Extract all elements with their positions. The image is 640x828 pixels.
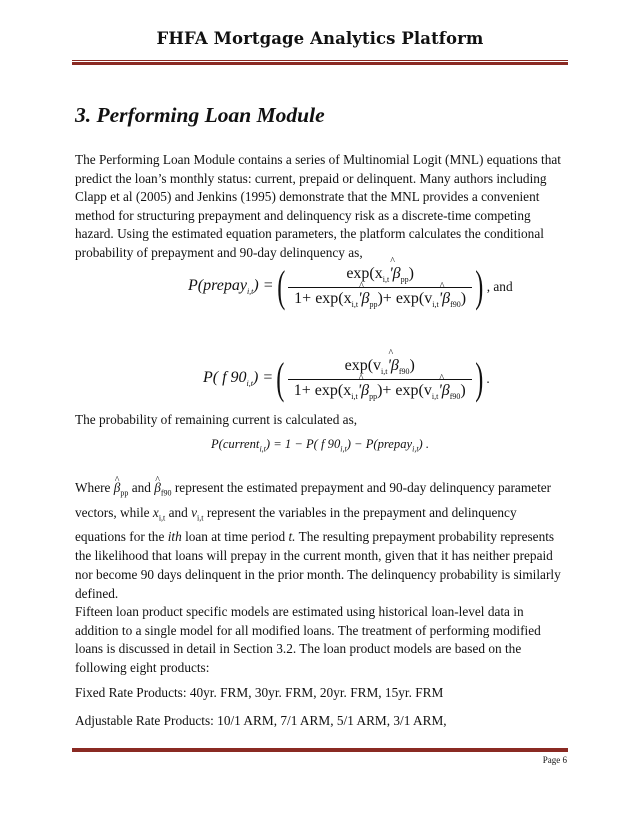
- equation-prepay: P(prepay$_{i,t}$) = ( $\frac{\exp(x_{i,t}\^{} '\beta_{pp})}{1+ \exp(x_{i,t}\^{} '\beta_{pp})+ \exp(v_{i,t}\^{} '\beta_{f90})}$ ) , and: [188, 265, 513, 309]
- section-heading: 3. Performing Loan Module: [75, 103, 325, 127]
- equation-f90: P( f $90_{i,t}$) = ( $\frac{\exp(v_{i,t}\^{} '\beta_{f90})}{1+ \exp(x_{i,t}\^{} '\beta_{pp})+ \exp(v_{i,t}\^{} '\beta_{f90})}$ ) .: [203, 357, 490, 401]
- adjustable-rate-products: Adjustable Rate Products: 10/1 ARM, 7/1 ARM, 5/1 ARM, 3/1 ARM,: [75, 713, 447, 728]
- intro-paragraph: The Performing Loan Module contains a series of Multinomial Logit (MNL) equations that predict the loan’s monthly status: current, prepaid or delinquent. Many authors including Clapp et al (2005) and Jenkins (1995) demonstrate that the MNL provides a convenient method for structuring prepayment and delinquency risk as a discrete-time competing hazard. Using the estimated equation parameters, the platform calculates the conditional probability of prepayment and 90-day delinquency as,: [75, 152, 561, 260]
- page-number: Page 6: [542, 755, 567, 765]
- equation-current: P(current$_{i,t}$) = 1 − P( f $90_{i,t}$) − P(prepay$_{i,t}$) .: [210, 437, 430, 454]
- where-paragraph: Where ^ $\beta_{pp}$ and ^ $\beta_{f90}$ represent the estimated prepayment and 90-day delinquency parameter vectors, while $x_{i,t}$ and $v_{i,t}$ represent the variables in the prepayment and delinquency equations for the ith loan at time period t. The resulting prepayment probability represents the likelihood that loans will prepay in the current month, given that it has neither prepaid nor become 90 days delinquent in the prior month. The delinquency probability is similarly defined.: [75, 478, 567, 603]
- header-rule: [72, 60, 568, 65]
- header-title: FHFA Mortgage Analytics Platform: [156, 29, 484, 48]
- fixed-rate-products: Fixed Rate Products: 40yr. FRM, 30yr. FRM, 20yr. FRM, 15yr. FRM: [75, 685, 444, 700]
- current-intro: The probability of remaining current is calculated as,: [75, 412, 358, 427]
- models-paragraph: Fifteen loan product specific models are estimated using historical loan-level data in addition to a single model for all modified loans. The treatment of performing modified loans is discussed in detail in Section 3.2. The loan product models are based on the following eight products:: [75, 604, 541, 675]
- footer-rule: [72, 747, 568, 752]
